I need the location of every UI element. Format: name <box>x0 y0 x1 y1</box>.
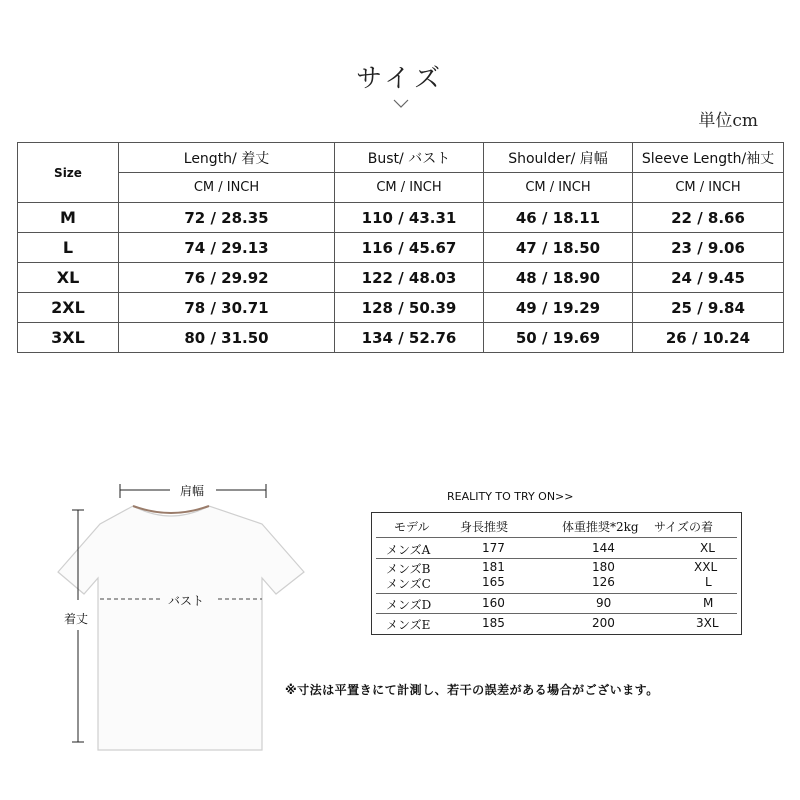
tryon-model: メンズD <box>386 598 432 612</box>
table-cell: 48 / 18.90 <box>484 263 633 293</box>
tshirt-diagram <box>0 460 330 760</box>
row-size-label: M <box>18 203 119 233</box>
table-cell: 22 / 8.66 <box>633 203 784 233</box>
table-cell: 23 / 9.06 <box>633 233 784 263</box>
divider <box>376 558 737 559</box>
tryon-model: メンズE <box>386 618 431 632</box>
column-unit: CM / INCH <box>119 173 335 203</box>
tryon-row <box>376 616 737 634</box>
table-row <box>18 233 784 263</box>
column-unit: CM / INCH <box>484 173 633 203</box>
tryon-model: メンズC <box>386 577 431 591</box>
divider <box>376 537 737 538</box>
table-cell: 80 / 31.50 <box>119 323 335 353</box>
column-unit: CM / INCH <box>335 173 484 203</box>
tryon-size: XL <box>700 541 715 555</box>
row-size-label: 2XL <box>18 293 119 323</box>
row-size-label: 3XL <box>18 323 119 353</box>
tryon-model: メンズA <box>386 543 431 557</box>
tryon-header-size: サイズの着 <box>654 520 714 534</box>
column-header-length: Length/ 着丈 <box>119 143 335 173</box>
tryon-height: 177 <box>482 541 505 555</box>
tryon-size: L <box>705 575 712 589</box>
table-cell: 25 / 9.84 <box>633 293 784 323</box>
divider <box>376 593 737 594</box>
table-cell: 74 / 29.13 <box>119 233 335 263</box>
tryon-height: 165 <box>482 575 505 589</box>
table-row <box>18 293 784 323</box>
column-header-shoulder: Shoulder/ 肩幅 <box>484 143 633 173</box>
table-cell: 46 / 18.11 <box>484 203 633 233</box>
size-table-unit-row <box>18 173 784 203</box>
shoulder-label: 肩幅 <box>180 484 205 498</box>
table-cell: 76 / 29.92 <box>119 263 335 293</box>
table-cell: 26 / 10.24 <box>633 323 784 353</box>
tryon-weight: 126 <box>592 575 615 589</box>
table-cell: 24 / 9.45 <box>633 263 784 293</box>
column-unit: CM / INCH <box>633 173 784 203</box>
row-size-label: XL <box>18 263 119 293</box>
tryon-header-row <box>376 518 737 536</box>
table-cell: 72 / 28.35 <box>119 203 335 233</box>
tryon-header-weight: 体重推奨*2kg <box>562 520 639 534</box>
tshirt-outline <box>58 506 304 750</box>
tryon-header-model: モデル <box>394 520 430 534</box>
tryon-row <box>376 575 737 593</box>
tryon-model: メンズB <box>386 562 431 576</box>
table-cell: 122 / 48.03 <box>335 263 484 293</box>
tryon-height: 185 <box>482 616 505 630</box>
tryon-size: 3XL <box>696 616 719 630</box>
size-table-header-row <box>18 143 784 173</box>
tryon-row <box>376 541 737 559</box>
table-cell: 110 / 43.31 <box>335 203 484 233</box>
column-header-sleeve: Sleeve Length/袖丈 <box>633 143 784 173</box>
tryon-weight: 180 <box>592 560 615 574</box>
table-row <box>18 263 784 293</box>
tryon-row <box>376 596 737 614</box>
chevron-down-icon <box>392 98 410 110</box>
size-header: Size <box>18 143 119 203</box>
tryon-height: 160 <box>482 596 505 610</box>
table-cell: 50 / 19.69 <box>484 323 633 353</box>
table-cell: 134 / 52.76 <box>335 323 484 353</box>
tryon-weight: 200 <box>592 616 615 630</box>
divider <box>376 613 737 614</box>
tryon-weight: 144 <box>592 541 615 555</box>
column-header-bust: Bust/ バスト <box>335 143 484 173</box>
tryon-size: M <box>703 596 714 610</box>
size-chart-table <box>17 142 784 353</box>
length-label: 着丈 <box>64 612 89 626</box>
table-cell: 116 / 45.67 <box>335 233 484 263</box>
table-row <box>18 203 784 233</box>
bust-label: バスト <box>168 594 205 608</box>
table-row <box>18 323 784 353</box>
table-cell: 78 / 30.71 <box>119 293 335 323</box>
table-cell: 47 / 18.50 <box>484 233 633 263</box>
row-size-label: L <box>18 233 119 263</box>
measurement-note: ※寸法は平置きにて計測し、若干の誤差がある場合がございます。 <box>285 683 659 697</box>
page-title: サイズ <box>356 64 444 94</box>
table-cell: 49 / 19.29 <box>484 293 633 323</box>
tryon-table <box>371 512 742 635</box>
unit-label: 単位cm <box>698 111 758 131</box>
tryon-header-height: 身長推奨 <box>460 520 509 534</box>
tryon-size: XXL <box>694 560 718 574</box>
table-cell: 128 / 50.39 <box>335 293 484 323</box>
tryon-title: REALITY TO TRY ON>> <box>447 490 574 503</box>
tryon-height: 181 <box>482 560 505 574</box>
tryon-weight: 90 <box>596 596 612 610</box>
